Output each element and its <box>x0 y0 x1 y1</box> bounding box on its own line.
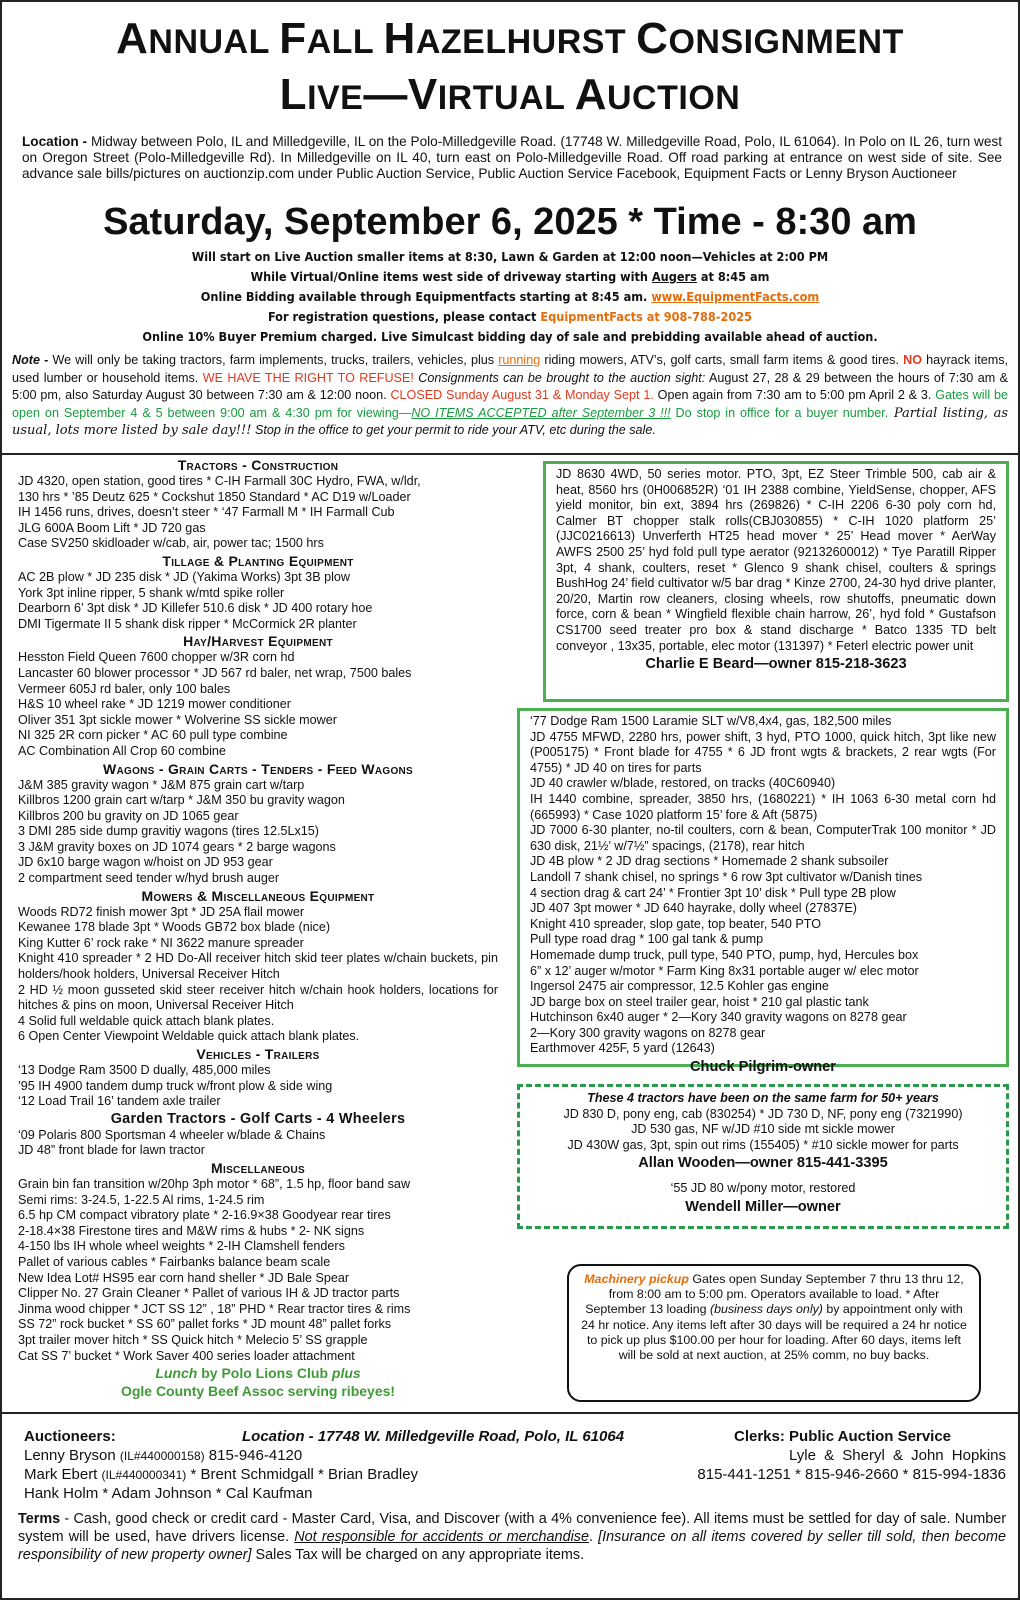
list-item: Dearborn 6’ 3pt disk * JD Killefer 510.6 disk * JD 400 rotary hoe <box>18 601 373 616</box>
list-item: York 3pt inline ripper, 5 shank w/mtd spike roller <box>18 585 285 600</box>
consignor-owner: Charlie E Beard—owner 815-218-3623 <box>645 656 907 673</box>
list-item: AC 2B plow * JD 235 disk * JD (Yakima Works) 3pt 3B plow <box>18 569 350 584</box>
location-text: Midway between Polo, IL and Milledgeville, IL on the Polo-Milledgeville Road. (17748 W. Milledgeville Road, Polo, IL 61064). In Polo on IL 26, turn west on Oregon Street (Polo-Milledgeville Rd). In Milledgeville on IL 40, turn east on Polo-Milledgeville Road. Off road parking at entrance on west side of site. See advance sale bills/pictures on auctionzip.com under Public Auction Service, Public Auction Service Facebook, Equipment Facts or Lenny Bryson Auctioneer <box>22 134 1002 181</box>
divider-top <box>2 453 1018 455</box>
list-item: 2 compartment seed tender w/hyd brush auger <box>18 871 280 886</box>
list-item: 4 section drag & cart 24’ * Frontier 3pt 10’ disk * Pull type 2B plow <box>530 885 896 900</box>
consignor-box-pilgrim <box>517 708 1009 1076</box>
section-title-wagons: Wagons - Grain Carts - Tenders - Feed Wagons <box>102 760 414 777</box>
consignor-owner: Chuck Pilgrim-owner <box>690 1059 836 1076</box>
list-item: ’95 IH 4900 tandem dump truck w/front plow & side wing <box>18 1078 333 1093</box>
schedule-line-2: While Virtual/Online items west side of driveway starting with Augers at 8:45 am <box>250 269 770 284</box>
schedule-line-5: Online 10% Buyer Premium charged. Live Simulcast bidding day of sale and prebidding available ahead of auction. <box>142 329 878 344</box>
list-item: Landoll 7 shank chisel, no springs * 6 row 3pt cultivator w/Danish tines <box>530 869 923 884</box>
list-item: Case SV250 skidloader w/cab, air, power tac; 1500 hrs <box>18 536 324 551</box>
section-title-vehicles: Vehicles - Trailers <box>196 1046 320 1062</box>
list-item: IH 1456 runs, drives, doesn’t steer * ‘47 Farmall M * IH Farmall Cub <box>18 505 395 520</box>
consignor-owner: Allan Wooden—owner 815-441-3395 <box>638 1155 888 1172</box>
schedule-line-4: For registration questions, please contact EquipmentFacts at 908-788-2025 <box>267 309 753 324</box>
list-item: Knight 410 spreader, slop gate, top beater, 540 PTO <box>530 916 822 931</box>
list-item: Semi rims: 3-24.5, 1-22.5 Al rims, 1-24.5 rim <box>18 1192 265 1207</box>
list-item: Hesston Field Queen 7600 chopper w/3R corn hd <box>18 650 295 665</box>
list-item: Knight 410 spreader * 2 HD Do-All receiver hitch skid teer plates w/chain buckets, pin holders/hook holders, Universal Receiver Hitch <box>18 951 498 982</box>
list-item: NI 325 2R corn picker * AC 60 pull type combine <box>18 728 288 743</box>
list-item: 6” x 12’ auger w/motor * Farm King 8x31 portable auger w/ elec motor <box>530 963 919 978</box>
list-item: Oliver 351 3pt sickle mower * Wolverine SS sickle mower <box>18 712 337 727</box>
section-title-hay: Hay/Harvest Equipment <box>183 633 333 650</box>
flyer-title-line2: LIVE—VIRTUAL AUCTION <box>279 70 741 119</box>
list-item: 3pt trailer mover hitch * SS Quick hitch * Melecio 5’ SS grapple <box>18 1332 368 1347</box>
list-item: JD 48” front blade for lawn tractor <box>18 1143 205 1158</box>
list-item: Grain bin fan transition w/20hp 3ph motor * 68”, 1.5 hp, floor band saw <box>18 1176 411 1191</box>
auctioneer-line-3: Hank Holm * Adam Johnson * Cal Kaufman <box>24 1485 313 1502</box>
section-title-tractors: Tractors - Construction <box>177 457 339 473</box>
list-item: Cat SS 7’ bucket * Work Saver 400 series loader attachment <box>18 1348 355 1363</box>
auctioneers-label: Auctioneers: <box>24 1428 116 1445</box>
list-item: JD 430W gas, 3pt, spin out rims (155405) * #10 sickle mower for parts <box>567 1137 959 1152</box>
list-item: Hutchinson 6x40 auger * 2—Kory 340 gravity wagons on 8278 gear <box>530 1010 907 1025</box>
list-item: Kewanee 178 blade 3pt * Woods GB72 box blade (nice) <box>18 920 331 935</box>
consignor-box-wooden-miller <box>517 1084 1009 1229</box>
terms-paragraph: Terms - Cash, good check or credit card - Master Card, Visa, and Discover (with a 4% convenience fee). All items must be settled for day of sale. Number system will be used, have drivers license. Not responsible for accidents or merchandise. [Insurance on all items covered by seller till sold, then become responsibility of new property owner] Sales Tax will be charged on any appropriate items. <box>18 1511 1006 1563</box>
list-item: JD 4B plow * 2 JD drag sections * Homemade 2 shank subsoiler <box>530 854 889 869</box>
consignor-box-beard <box>543 461 1009 702</box>
list-item: 2—Kory 300 gravity wagons on 8278 gear <box>530 1025 766 1040</box>
list-item: 4-150 lbs IH whole wheel weights * 2-IH Clamshell fenders <box>18 1239 345 1254</box>
schedule-line-1: Will start on Live Auction smaller items at 8:30, Lawn & Garden at 12:00 noon—Vehicles at 2:00 PM <box>191 249 829 264</box>
list-item: JD 7000 6-30 planter, no-til coulters, corn & bean, ComputerTrak 100 monitor * JD 630 disk, 21½’ w/7½” spacings, (2178), rear hitch <box>530 823 996 853</box>
list-item: H&S 10 wheel rake * JD 1219 mower conditioner <box>18 697 292 712</box>
list-item: ‘77 Dodge Ram 1500 Laramie SLT w/V8,4x4, gas, 182,500 miles <box>530 714 892 728</box>
list-item: ‘55 JD 80 w/pony motor, restored <box>670 1181 856 1196</box>
flyer-title-line1: ANNUAL FALL HAZELHURST CONSIGNMENT <box>116 14 904 63</box>
location-paragraph <box>22 134 1002 182</box>
clerk-phones: 815-441-1251 * 815-946-2660 * 815-994-1836 <box>697 1466 1006 1483</box>
list-item: JD 4755 MFWD, 2280 hrs, power shift, 3 hyd, PTO 1000, quick hitch, 3pt like new (P005175) * Front blade for 4755 * 6 JD front wgts & brackets, 2 rear wgts (For 4755) * JD 40 on tires for parts <box>530 729 996 775</box>
location-label: Location - <box>22 134 88 149</box>
list-item: JD 407 3pt mower * JD 640 hayrake, dolly wheel (27837E) <box>530 901 857 916</box>
list-item: JD 4320, open station, good tires * C-IH Farmall 30C Hydro, FWA, w/ldr, <box>18 474 421 488</box>
list-item: Lancaster 60 blower processor * JD 567 rd baler, net wrap, 7500 bales <box>18 665 412 680</box>
list-item: Ingersol 2475 air compressor, 12.5 Kohler gas engine <box>530 979 829 994</box>
list-item: Homemade dump truck, pull type, 540 PTO, pump, hyd, Hercules box <box>530 947 919 962</box>
clerk-names: Lyle & Sheryl & John Hopkins <box>788 1447 1006 1464</box>
list-item: 6 Open Center Viewpoint Weldable quick attach blank plates. <box>18 1029 360 1044</box>
list-item: King Kutter 6’ rock rake * NI 3622 manure spreader <box>18 935 304 950</box>
list-item: Pull type road drag * 100 gal tank & pump <box>530 932 764 947</box>
footer-location: Location - 17748 W. Milledgeville Road, Polo, IL 61064 <box>242 1428 625 1445</box>
auctioneer-line-2: Mark Ebert (IL#440000341) * Brent Schmidgall * Brian Bradley <box>24 1466 419 1483</box>
list-item: Clipper No. 27 Grain Cleaner * Pallet of various IH & JD tractor parts <box>18 1286 400 1301</box>
list-item: 130 hrs * ’85 Deutz 625 * Cockshut 1850 Standard * AC D19 w/Loader <box>18 489 411 504</box>
list-item: SS 72” rock bucket * SS 60” pallet forks * JD mount 48” pallet forks <box>18 1317 392 1332</box>
equipmentfacts-link[interactable]: www.EquipmentFacts.com <box>651 289 820 304</box>
section-title-tillage: Tillage & Planting Equipment <box>162 552 354 569</box>
list-item: ‘09 Polaris 800 Sportsman 4 wheeler w/blade & Chains <box>18 1127 326 1142</box>
list-item: JLG 600A Boom Lift * JD 720 gas <box>18 520 206 535</box>
consignor-owner: Wendell Miller—owner <box>685 1198 841 1215</box>
list-item: ‘13 Dodge Ram 3500 D dually, 485,000 miles <box>18 1063 271 1077</box>
list-item: JD 40 crawler w/blade, restored, on tracks (40C60940) <box>530 776 836 791</box>
list-item: Killbros 200 bu gravity on JD 1065 gear <box>18 808 239 823</box>
sale-date: Saturday, September 6, 2025 * Time - 8:30 am <box>103 201 917 243</box>
list-item: 6.5 hp CM compact vibratory plate * 2-16.9×38 Goodyear rear tires <box>18 1208 391 1223</box>
list-item: Jinma wood chipper * JCT SS 12” , 18” PHD * Rear tractor tires & rims <box>18 1301 411 1316</box>
list-item: 2-18.4×38 Firestone tires and M&W rims & hubs * 2- NK signs <box>18 1223 365 1238</box>
list-item: JD 830 D, pony eng, cab (830254) * JD 730 D, NF, pony eng (7321990) <box>563 1106 963 1121</box>
list-item: 3 J&M gravity boxes on JD 1074 gears * 2 barge wagons <box>18 839 336 854</box>
list-item: J&M 385 gravity wagon * J&M 875 grain cart w/tarp <box>18 777 305 792</box>
consignor-items: JD 8630 4WD, 50 series motor. PTO, 3pt, EZ Steer Trimble 500, cab air & heat, 8560 hrs (0H006852R) ‘01 IH 2388 combine, YieldSense, chopper, AFS yield monitor, bin ext, 3894 hrs (269826) * C-IH 2206 6-30 poly corn hd, Calmer BT chopper stalk rolls(CBJ030855) * C-IH 1020 platform 25’ (JJC0216613) Unverferth HT25 head mover * 25’ Head mover * AerWay AWFS 2500 25’ hyd fold pull type aerator (92132600012) * Tye Paratill Ripper 3pt, 4 shank, coulters, reset * Glenco 9 shank chisel, coulters & springs BushHog 24’ field cultivator w/5 bar drag * Kinze 2700, 24-30 hyd drive planter, 20/20, Martin row cleaners, closing wheels, row shutoffs, pneumatic down force, corn & bean * Wingfield flexible chain harrow, 26’, hyd fold * Gustafson CS1700 seed treater pro box & stand discharge * Batco 1335 TD belt conveyor , 13x35, portable, elec motor (131397) * Feterl electric power unit <box>556 467 996 653</box>
lunch-notice: Lunch by Polo Lions Club plus Ogle County Beef Assoc serving ribeyes! <box>120 1365 396 1399</box>
list-item: 4 Solid full weldable quick attach blank plates. <box>18 1013 275 1028</box>
list-item: Vermeer 605J rd baler, only 100 bales <box>18 681 231 696</box>
list-item: Earthmover 425F, 5 yard (12643) <box>530 1041 715 1056</box>
schedule-line-3: Online Bidding available through Equipmentfacts starting at 8:45 am. www.EquipmentFacts.com <box>200 289 820 304</box>
footer <box>2 1412 1018 1600</box>
list-item: IH 1440 combine, spreader, 3850 hrs, (1680221) * IH 1063 6-30 metal corn hd (665993) * Case 1020 platform 15’ fore & Aft (5875) <box>530 791 996 822</box>
box-header: These 4 tractors have been on the same farm for 50+ years <box>587 1091 939 1105</box>
list-item: JD barge box on steel trailer gear, hoist * 210 gal plastic tank <box>530 994 869 1009</box>
section-title-garden: Garden Tractors - Golf Carts - 4 Wheelers <box>110 1110 406 1127</box>
list-item: JD 530 gas, NF w/JD #10 side mt sickle mower <box>631 1122 895 1137</box>
list-item: DMI Tigermate II 5 shank disk ripper * McCormick 2R planter <box>18 616 357 631</box>
note-paragraph: Note - We will only be taking tractors, farm implements, trucks, trailers, vehicles, plus running riding mowers, ATV’s, golf carts, small farm items & good tires. NO hayrack items, used lumber or household items. WE HAVE THE RIGHT TO REFUSE! Consignments can be brought to the auction sight: August 27, 28 & 29 between the hours of 7:30 am & 5:00 pm, also Saturday August 30 between 7:30 am & 12:00 noon. CLOSED Sunday August 31 & Monday Sept 1. Open again from 7:30 am to 5:00 pm April 2 & 3. Gates will be open on September 4 & 5 between 9:00 am & 4:30 pm for viewing—NO ITEMS ACCEPTED after September 3 !!! Do stop in office for a buyer number. Partial listing, as usual, lots more listed by sale day!!! Stop in the office to get your permit to ride your ATV, etc during the sale. <box>12 353 1009 439</box>
section-title-misc: Miscellaneous <box>211 1159 305 1176</box>
clerks-label: Clerks: Public Auction Service <box>734 1428 952 1445</box>
machinery-pickup-notice: Machinery pickup Gates open Sunday September 7 thru 13 thru 12, from 8:00 am to 5:00 pm. Operators available to load. * After September 13 loading (business days only) by appointment only with 24 hr notice. Any items left after 30 days will be required a 24 hr notice to pick up plus $100.00 per hour for loading. After 60 days, items left will be sold at next auction, at 25% comm, no buy backs. <box>567 1264 981 1402</box>
list-item: 3 DMI 285 side dump gravitiy wagons (tires 12.5Lx15) <box>18 824 319 839</box>
list-item: Pallet of various cables * Fairbanks balance beam scale <box>18 1254 331 1269</box>
left-column-listing <box>18 456 498 1364</box>
list-item: Woods RD72 finish mower 3pt * JD 25A flail mower <box>18 904 305 919</box>
list-item: Killbros 1200 grain cart w/tarp * J&M 350 bu gravity wagon <box>18 793 345 808</box>
list-item: 2 HD ½ moon gusseted skid steer receiver hitch w/chain hook holders, locations for hitches & pins on moon, Universal Receiver Hitch <box>18 982 498 1013</box>
list-item: New Idea Lot# HS95 ear corn hand sheller * JD Bale Spear <box>18 1270 350 1285</box>
section-title-mowers: Mowers & Miscellaneous Equipment <box>141 887 375 904</box>
list-item: JD 6x10 barge wagon w/hoist on JD 953 gear <box>18 855 273 870</box>
list-item: ‘12 Load Trail 16’ tandem axle trailer <box>18 1094 221 1109</box>
auctioneer-line-1: Lenny Bryson (IL#440000158) 815-946-4120 <box>24 1447 303 1464</box>
list-item: AC Combination All Crop 60 combine <box>18 743 226 758</box>
